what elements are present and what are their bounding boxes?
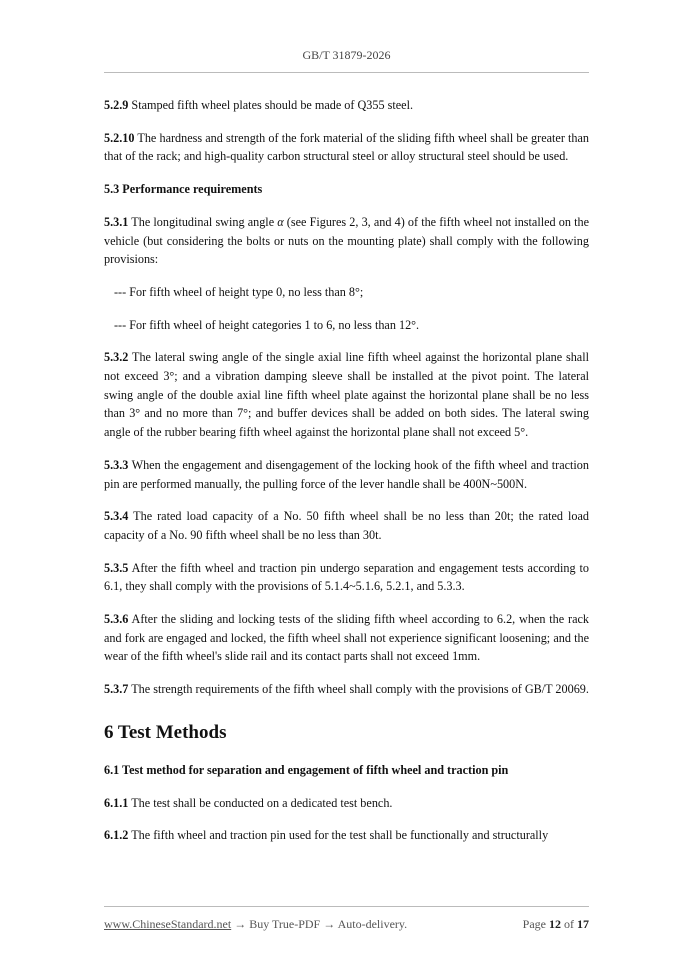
page-number: 12: [549, 917, 561, 931]
clause-number: 5.2.10: [104, 130, 135, 145]
clause-5-3-2: [104, 348, 589, 442]
clause-number: 5.3.4: [104, 509, 129, 524]
clause-text: The fifth wheel and traction pin used for the test shall be functionally and structurally: [128, 828, 549, 843]
clause-number: 5.3.3: [104, 457, 129, 472]
website-link[interactable]: www.ChineseStandard.net: [104, 917, 232, 931]
clause-number: 5.2.9: [104, 98, 129, 112]
clause-number: 5.3.1: [104, 214, 129, 229]
clause-text: The longitudinal swing angle: [128, 214, 278, 229]
clause-5-3-5: [104, 559, 589, 596]
clause-number: 5.3.2: [104, 350, 129, 365]
clause-text: (see Figures 2, 3, and 4) of the fifth wheel not installed on the vehicle (but considering the bolts or nuts on the mounting plate) shall comply with the following provisions:: [104, 214, 589, 267]
chapter-heading-6: 6 Test Methods: [104, 721, 227, 743]
arrow-icon: →: [231, 917, 250, 931]
clause-text: After the sliding and locking tests of the sliding fifth wheel according to 6.2, when the rack and fork are engaged and locked, the fifth wheel shall not experience significant loosening; and the wear of the fifth wheel's slide rail and its contact parts shall not exceed 1mm.: [104, 612, 589, 664]
header-divider: [104, 72, 589, 73]
buy-pdf-text: Buy True-PDF: [249, 917, 321, 931]
clause-6-1-1: [104, 794, 589, 813]
list-item: --- For fifth wheel of height categories 1 to 6, no less than 12°.: [114, 317, 420, 332]
footer-links: [104, 917, 407, 932]
clause-text: The lateral swing angle of the single axial line fifth wheel against the horizontal plane shall not exceed 3°; and a vibration damping sleeve shall be installed at the pivot point. The lateral swing angle of the double axial line fifth wheel plate against the horizontal plane shall be no less than 3° and no more than 7°; and buffer devices shall be added on both sides. The lateral swing angle of the rubber bearing fifth wheel against the horizontal plane shall not exceed 5°.: [104, 350, 589, 440]
section-heading-6-1: 6.1 Test method for separation and engagement of fifth wheel and traction pin: [104, 762, 509, 777]
clause-5-2-9: [104, 96, 589, 115]
clause-text: After the fifth wheel and traction pin undergo separation and engagement tests according to 6.1, they shall comply with the provisions of 5.1.4~5.1.6, 5.2.1, and 5.3.3.: [104, 560, 589, 594]
page-header: GB/T 31879-2026: [302, 48, 391, 62]
arrow-icon: →: [320, 917, 338, 931]
clause-number: 5.3.6: [104, 612, 129, 627]
clause-number: 6.1.1: [104, 795, 129, 810]
list-item: --- For fifth wheel of height type 0, no less than 8°;: [114, 284, 364, 299]
clause-text: The strength requirements of the fifth wheel shall comply with the provisions of GB/T 20069.: [128, 682, 589, 697]
clause-number: 5.3.7: [104, 682, 129, 697]
clause-6-1-2: [104, 826, 589, 845]
alpha-symbol: α: [277, 214, 284, 229]
clause-5-3-6: [104, 610, 589, 666]
clause-5-3-1: [104, 213, 589, 269]
document-body: [104, 96, 589, 859]
clause-number: 5.3.5: [104, 560, 129, 575]
clause-5-2-10: [104, 129, 589, 166]
clause-text: When the engagement and disengagement of the locking hook of the fifth wheel and traction pin are performed manually, the pulling force of the lever handle shall be 400N~500N.: [104, 457, 589, 491]
clause-text: The rated load capacity of a No. 50 fifth wheel shall be no less than 20t; the rated load capacity of a No. 90 fifth wheel shall be no less than 30t.: [104, 509, 589, 542]
footer-divider: [104, 906, 589, 907]
clause-text: The test shall be conducted on a dedicated test bench.: [128, 795, 393, 810]
page-indicator: [523, 917, 589, 932]
auto-delivery-text: Auto-delivery.: [337, 917, 408, 931]
page-label: Page: [522, 917, 549, 931]
of-label: of: [561, 917, 577, 931]
clause-5-3-3: [104, 456, 589, 493]
clause-number: 6.1.2: [104, 828, 129, 843]
clause-text: Stamped fifth wheel plates should be made of Q355 steel.: [128, 98, 414, 112]
clause-text: The hardness and strength of the fork material of the sliding fifth wheel shall be greater than that of the rack; and high-quality carbon structural steel or alloy structural steel should be used.: [104, 130, 589, 164]
clause-5-3-7: [104, 680, 589, 699]
section-heading-5-3: 5.3 Performance requirements: [104, 182, 263, 197]
page-total: 17: [577, 917, 589, 931]
clause-5-3-4: [104, 507, 589, 544]
